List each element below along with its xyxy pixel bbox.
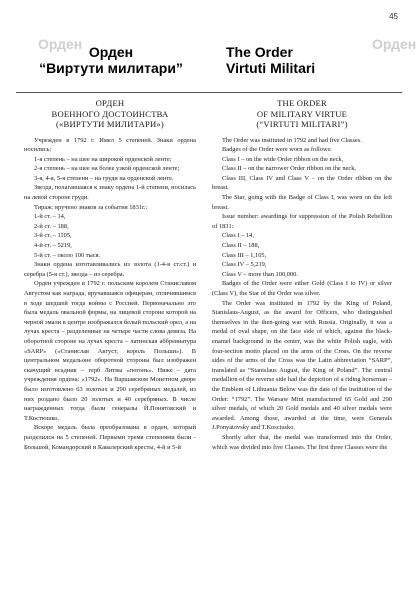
ru-paragraph: 2-я степень – на шее на более узкой орденской ленте; <box>34 165 180 173</box>
ghost-header-left: Орден <box>38 36 83 52</box>
en-paragraph: Class I – on the wide Order ribbon on the neck, <box>222 155 344 163</box>
en-paragraph: Badges of the Order were worn as follows: <box>222 146 332 154</box>
ru-paragraph: Звезда, полагавшаяся к знаку ордена 1-й степени, носилась на левой стороне груди. <box>24 184 196 202</box>
ru-paragraph: Вскоре медаль была преобразована в орден, который разделился на 5 степеней. Первыми тремя степенями были - Большой, Командорский и Кавалерский кресты, 4-й и 5-й <box>24 424 196 451</box>
ru-paragraph: Знаки ордена изготавливались из золота (1-4-я ст.ст.) и серебра (5-я ст.), звезда – из серебра. <box>24 261 196 278</box>
ru-paragraph: Тираж: вручено знаков за события 1831г.: <box>34 203 148 211</box>
en-paragraph: Class III – 1,105, <box>222 251 267 259</box>
en-paragraph: Class I – 14, <box>222 232 254 240</box>
en-paragraph: Class III, Class IV and Class V – on the Order ribbon on the breast. <box>212 174 392 192</box>
english-title-line1: The Order <box>226 44 293 60</box>
page-number: 45 <box>389 12 398 21</box>
russian-column <box>24 98 196 452</box>
russian-title <box>16 44 206 76</box>
page-header <box>16 34 417 86</box>
english-subtitle <box>212 98 392 130</box>
ru-paragraph: 3-я, 4-я, 5-я степени – на груди на орденской ленте. <box>34 174 174 182</box>
en-paragraph: Class V – more than 100,000. <box>222 270 298 278</box>
header-divider <box>16 92 402 93</box>
ru-paragraph: 3-й ст. – 1105, <box>34 232 72 240</box>
en-paragraph: The Order was instituted in 1792 and had five Classes. <box>222 136 362 144</box>
en-paragraph: Class IV – 5,219, <box>222 261 267 269</box>
en-paragraph: Badges of the Order were either Gold (Class I to IV) or silver (Class V), the Star of the Order was silver. <box>212 280 392 297</box>
en-paragraph: The Star, going with the Badge of Class I, was worn on the left breast. <box>212 194 392 211</box>
english-subtitle-line2: OF MILITARY VIRTUE <box>256 108 348 119</box>
russian-title-line1: Орден <box>88 44 134 60</box>
english-title-line2: Virtuti Militari <box>226 60 316 76</box>
russian-title-line2: “Виртути милитари” <box>39 60 183 76</box>
russian-subtitle <box>24 98 196 130</box>
english-column <box>212 98 392 452</box>
en-paragraph: Shortly after that, the medal was transformed into the Order, which was divided into five Classes. The first three Classes were the <box>212 433 392 451</box>
en-paragraph: Class II – on the narrower Order ribbon on the neck, <box>222 165 356 173</box>
en-paragraph: Issue number: awardings for suppression of the Polish Rebellion of 1831: <box>212 213 392 230</box>
ru-paragraph: 5-й ст. – около 100 тыся. <box>34 251 101 259</box>
russian-subtitle-line2: ВОЕННОГО ДОСТОИНСТВА <box>51 108 169 119</box>
ghost-header-right: Орден <box>372 36 417 52</box>
ru-paragraph: 1-й ст. – 14, <box>34 213 66 221</box>
ru-paragraph: 2-й ст. – 188, <box>34 222 69 230</box>
ru-paragraph: Учрежден в 1792 г. Имел 5 степеней. Знаки ордена носились: <box>24 136 196 154</box>
en-paragraph: The Order was instituted in 1792 by the King of Poland, Stanislaus-August, as the award for Officers, who distinguished themselves in the then-going war with Russia. Originally, it was a medal of oval shape, on the face side of which, against the black-enamel background in the center, was the white Polish eagle, with four-section motto placed on the arms of the Cross. On the reverse sides of the arms of the Cross was the Latin abbreviation “SARP”, translated as “Stanislaus August, the King of Poland”. The central medallion of the reverse side had the depiction of a riding horseman – the Emblem of Lithuania Below was the date of the institution of the Order: “1792”. The Warsaw Mint manufactured 65 Gold and 290 silver medals, of which 20 Gold medals and 40 silver medals were awarded. Among those, awarded at the time, were Generals J.Ponyatovsky and T.Kosciusko. <box>212 299 392 432</box>
en-paragraph: Class II – 188, <box>222 242 260 250</box>
english-subtitle-line1: THE ORDER <box>277 98 327 108</box>
ru-paragraph: Орден учрежден в 1792 г. польским королем Станиславом Августом как награда, вручавшаяся офицерам, отличившимся в ходе шедшей тогда войны с Россией. Первоначально это была медаль овальной формы, на лицевой стороне которой на черной эмали в центре изображался белый польский орел, а на лучах креста – разделенные на четыре части слова девиза. На оборотной стороне на лучах креста – латинская аббревиатура «SARP» («Станислав Август, король Польши»). В центральном медальоне оборотной стороны был изображен скачущий всадник – герб Литвы «погонь». Ниже – дата учреждения ордена: «1792». На Варшавском Монетном дворе было изготовлено 63 золотых и 290 серебряных медалей, из них роздано было 20 золотых и 40 серебряных. В числе награжденных тогда были генералы Й.Понятовский и Т.Костюшко. <box>24 280 196 422</box>
russian-subtitle-line1: ОРДЕН <box>95 98 125 108</box>
english-subtitle-line3: (“VIRTUTI MILITARI”) <box>256 119 348 129</box>
ru-paragraph: 4-й ст. – 5219, <box>34 242 72 250</box>
english-title <box>226 44 412 76</box>
russian-subtitle-line3: («ВИРТУТИ МИЛИТАРИ») <box>56 119 164 129</box>
ru-paragraph: 1-я степень – на шее на широкой орденской ленте; <box>34 155 172 163</box>
